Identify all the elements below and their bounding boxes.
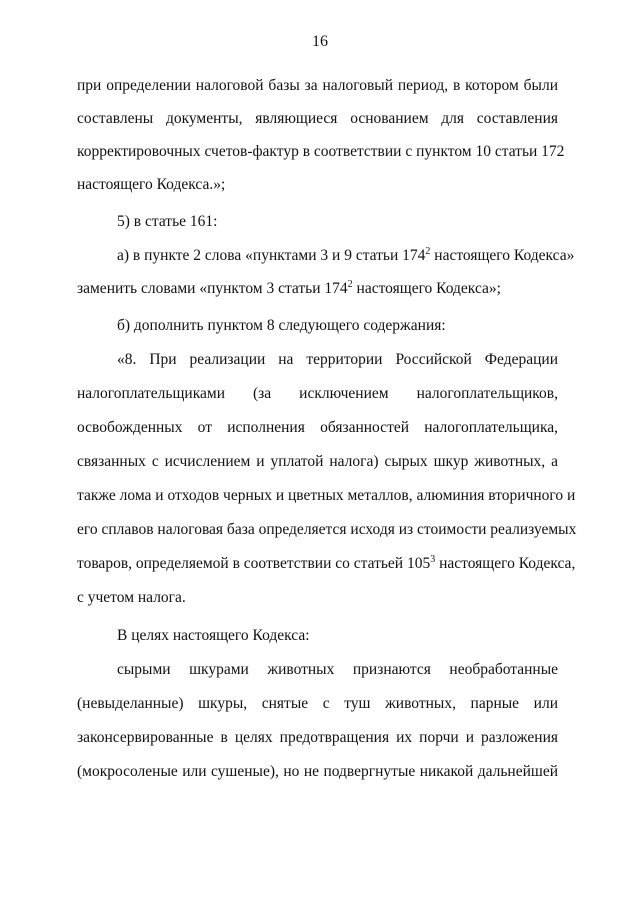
superscript: 2 [425, 246, 431, 257]
text-line: связанных с исчислением и уплатой налога) сырых шкур животных, а [77, 453, 558, 470]
line-text: товаров, определяемой в соответствии со статьей 105 [77, 555, 431, 572]
text-line: законсервированные в целях предотвращения их порчи и разложения [77, 729, 558, 746]
paragraph-line [117, 246, 575, 266]
paragraph-line: б) дополнить пунктом 8 следующего содержания: [117, 317, 446, 334]
paragraph-line: сырыми шкурами животных признаются необработанные [117, 661, 558, 678]
superscript: 2 [347, 279, 353, 290]
line-text: настоящего Кодекса»; [352, 280, 501, 297]
text-line: составлены документы, являющиеся основанием для составления [77, 110, 558, 127]
line-text: а) в пункте 2 слова «пунктами 3 и 9 статьи 174 [117, 247, 426, 264]
superscript: 3 [430, 554, 436, 565]
text-line: корректировочных счетов-фактур в соответствии с пунктом 10 статьи 172 [77, 143, 565, 160]
line-text: заменить словами «пунктом 3 статьи 174 [77, 280, 348, 297]
text-line: с учетом налога. [77, 589, 186, 606]
paragraph-line: 5) в статье 161: [117, 213, 218, 230]
text-line: при определении налоговой базы за налоговый период, в котором были [77, 77, 558, 94]
line-text: настоящего Кодекса, [435, 555, 576, 572]
text-line: также лома и отходов черных и цветных металлов, алюминия вторичного и [77, 487, 576, 504]
text-line: настоящего Кодекса.»; [77, 176, 226, 193]
paragraph-line: «8. При реализации на территории Российской Федерации [117, 351, 558, 368]
paragraph-line: В целях настоящего Кодекса: [117, 627, 310, 644]
line-text: настоящего Кодекса» [430, 247, 575, 264]
text-line: налогоплательщиками (за исключением налогоплательщиков, [77, 385, 558, 402]
text-line: (мокросоленые или сушеные), но не подвергнутые никакой дальнейшей [77, 763, 558, 780]
text-line [77, 554, 576, 574]
text-line: (невыделанные) шкуры, снятые с туш животных, парные или [77, 695, 558, 712]
text-line: освобожденных от исполнения обязанностей налогоплательщика, [77, 419, 558, 436]
text-line: его сплавов налоговая база определяется исходя из стоимости реализуемых [77, 521, 577, 538]
text-line [77, 279, 558, 299]
page-number: 16 [312, 33, 328, 50]
